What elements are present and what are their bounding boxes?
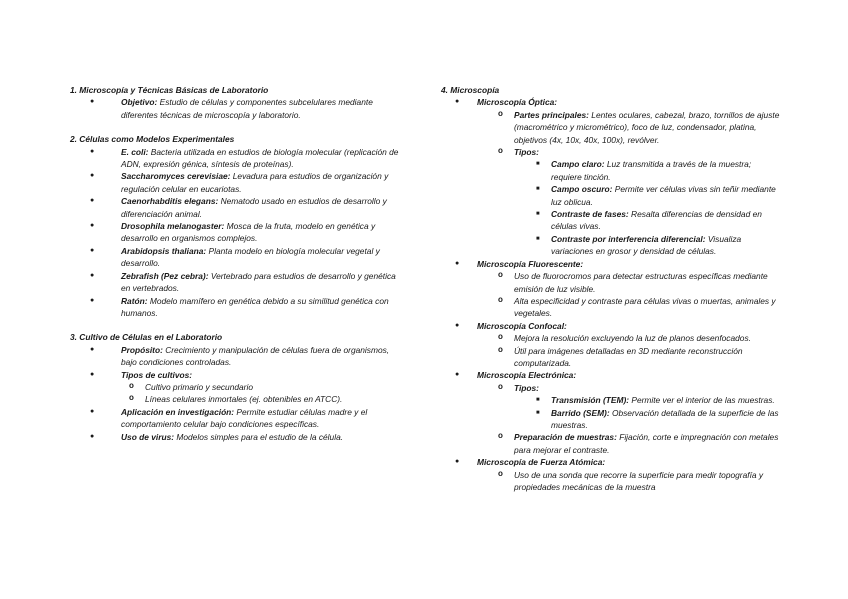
label-fuerza-atomica: Microscopía de Fuerza Atómica: (477, 457, 606, 468)
list-item-objetivo (70, 96, 405, 121)
desc-preparacion: Fijación, corte e impregnación con metales para mejorar el contraste. (514, 432, 779, 455)
term-objetivo: Objetivo: (121, 97, 158, 108)
term-saccharomyces: Saccharomyces cerevisiae: (121, 171, 231, 182)
desc-proposito: Crecimiento y manipulación de células fuera de organismos, bajo condiciones controladas. (121, 344, 390, 368)
term-partes: Partes principales: (514, 109, 589, 120)
desc-zebrafish: Vertebrado para estudios de desarrollo y genética en vertebrados. (121, 270, 396, 294)
desc-raton: Modelo mamífero en genética debido a su similitud genética con humanos. (121, 295, 389, 318)
section-4-list (441, 96, 781, 493)
term-virus: Uso de virus: (121, 431, 175, 442)
list-item-campo-claro (441, 158, 781, 183)
list-item-cultivo-primario (70, 381, 405, 393)
list-item-electronica (441, 369, 781, 381)
label-electronica-tipos: Tipos: (514, 382, 539, 393)
desc-lineas-celulares: Líneas celulares inmortales (ej. obtenibles en ATCC). (145, 394, 343, 405)
desc-aplicacion: Permite estudiar células madre y el comportamiento celular bajo condiciones específicas. (121, 406, 368, 430)
left-column (70, 84, 405, 455)
desc-fluorocromos: Uso de fluorocromos para detectar estructuras específicas mediante emisión de luz visible. (514, 271, 768, 294)
term-drosophila: Drosophila melanogaster: (121, 221, 225, 232)
label-electronica: Microscopía Electrónica: (477, 370, 577, 381)
section-3-list (70, 344, 405, 443)
term-tem: Transmisión (TEM): (551, 395, 630, 406)
desc-campo-oscuro: Permite ver células vivas sin teñir mediante luz oblicua. (551, 184, 776, 207)
section-3-title: 3. Cultivo de Células en el Laboratorio (70, 332, 223, 343)
list-item-preparacion (441, 431, 781, 456)
term-zebrafish: Zebrafish (Pez cebra): (121, 270, 209, 281)
desc-resolucion: Mejora la resolución excluyendo la luz de planos desenfocados. (514, 333, 751, 344)
list-item-confocal (441, 320, 781, 332)
list-item-celegans (70, 195, 405, 220)
term-aplicacion: Aplicación en investigación: (121, 406, 235, 417)
term-tipos-cultivos: Tipos de cultivos: (121, 369, 193, 380)
desc-3d: Útil para imágenes detalladas en 3D mediante reconstrucción computarizada. (514, 345, 743, 368)
list-item-contraste-interferencia (441, 233, 781, 258)
list-item-sem (441, 407, 781, 432)
term-contraste-interferencia: Contraste por interferencia diferencial: (551, 233, 706, 244)
list-item-ecoli (70, 146, 405, 171)
desc-contraste-interferencia: Visualiza variaciones en grosor y densidad de células. (551, 233, 742, 257)
section-2-list (70, 146, 405, 320)
desc-objetivo: Estudio de células y componentes subcelulares mediante diferentes técnicas de microscopía y laboratorio. (121, 97, 373, 120)
desc-drosophila: Mosca de la fruta, modelo en genética y desarrollo en organismos complejos. (121, 221, 376, 244)
list-item-contraste-fases (441, 208, 781, 233)
term-campo-oscuro: Campo oscuro: (551, 184, 613, 195)
desc-sonda: Uso de una sonda que recorre la superficie para medir topografía y propiedades mecánicas de la muestra (514, 469, 764, 492)
desc-celegans: Nematodo usado en estudios de desarrollo y diferenciación animal. (121, 196, 387, 219)
term-arabidopsis: Arabidopsis thaliana: (121, 245, 207, 256)
desc-ecoli: Bacteria utilizada en estudios de biología molecular (replicación de ADN, expresión génica, síntesis de proteínas). (121, 146, 399, 170)
list-item-virus (70, 431, 405, 443)
label-confocal: Microscopía Confocal: (477, 320, 567, 331)
term-celegans: Caenorhabditis elegans: (121, 196, 219, 207)
desc-partes: Lentes oculares, cabezal, brazo, tornillos de ajuste (macrométrico y micrométrico), foco de luz, condensador, platina, objetivos (4x, 10x, 40x, 100x), revólver. (514, 109, 780, 145)
list-item-saccharomyces (70, 170, 405, 195)
term-contraste-fases: Contraste de fases: (551, 209, 629, 220)
list-item-resolucion (441, 332, 781, 344)
list-item-partes (441, 109, 781, 146)
label-optica: Microscopía Óptica: (477, 97, 558, 108)
desc-contraste-fases: Resalta diferencias de densidad en células vivas. (551, 209, 762, 232)
section-3 (70, 331, 405, 443)
section-2 (70, 133, 405, 319)
term-proposito: Propósito: (121, 344, 163, 355)
list-item-campo-oscuro (441, 183, 781, 208)
section-1 (70, 84, 405, 121)
term-ecoli: E. coli: (121, 146, 149, 157)
list-item-tipos-cultivos (70, 369, 405, 381)
list-item-arabidopsis (70, 245, 405, 270)
list-item-aplicacion (70, 406, 405, 431)
desc-virus: Modelos simples para el estudio de la célula. (174, 431, 344, 442)
list-item-fuerza-atomica (441, 456, 781, 468)
right-column (441, 84, 781, 493)
desc-campo-claro: Luz transmitida a través de la muestra; requiere tinción. (551, 159, 752, 182)
list-item-sonda (441, 469, 781, 494)
desc-saccharomyces: Levadura para estudios de organización y regulación celular en eucariotas. (121, 171, 389, 194)
list-item-proposito (70, 344, 405, 369)
list-item-fluorocromos (441, 270, 781, 295)
desc-alta-especificidad: Alta especificidad y contraste para células vivas o muertas, animales y vegetales. (514, 295, 776, 319)
list-item-fluorescente (441, 258, 781, 270)
list-item-tem (441, 394, 781, 406)
list-item-optica (441, 96, 781, 108)
label-fluorescente: Microscopía Fluorescente: (477, 258, 584, 269)
list-item-alta-especificidad (441, 295, 781, 320)
desc-cultivo-primario: Cultivo primario y secundario (145, 381, 253, 392)
term-campo-claro: Campo claro: (551, 159, 605, 170)
term-sem: Barrido (SEM): (551, 407, 610, 418)
desc-tem: Permite ver el interior de las muestras. (629, 395, 775, 406)
list-item-3d (441, 345, 781, 370)
section-1-title: 1. Microscopía y Técnicas Básicas de Laboratorio (70, 85, 269, 95)
list-item-drosophila (70, 220, 405, 245)
term-preparacion: Preparación de muestras: (514, 432, 617, 443)
desc-arabidopsis: Planta modelo en biología molecular vegetal y desarrollo. (121, 245, 380, 269)
label-optica-tipos: Tipos: (514, 147, 539, 158)
desc-sem: Observación detallada de la superficie de las muestras. (551, 407, 779, 430)
term-raton: Ratón: (121, 295, 148, 306)
list-item-raton (70, 295, 405, 320)
section-2-title: 2. Células como Modelos Experimentales (70, 134, 235, 145)
list-item-optica-tipos (441, 146, 781, 158)
list-item-zebrafish (70, 270, 405, 295)
list-item-lineas-celulares (70, 393, 405, 405)
section-4-title: 4. Microscopía (441, 85, 500, 95)
list-item-electronica-tipos (441, 382, 781, 394)
section-1-list (70, 96, 405, 121)
